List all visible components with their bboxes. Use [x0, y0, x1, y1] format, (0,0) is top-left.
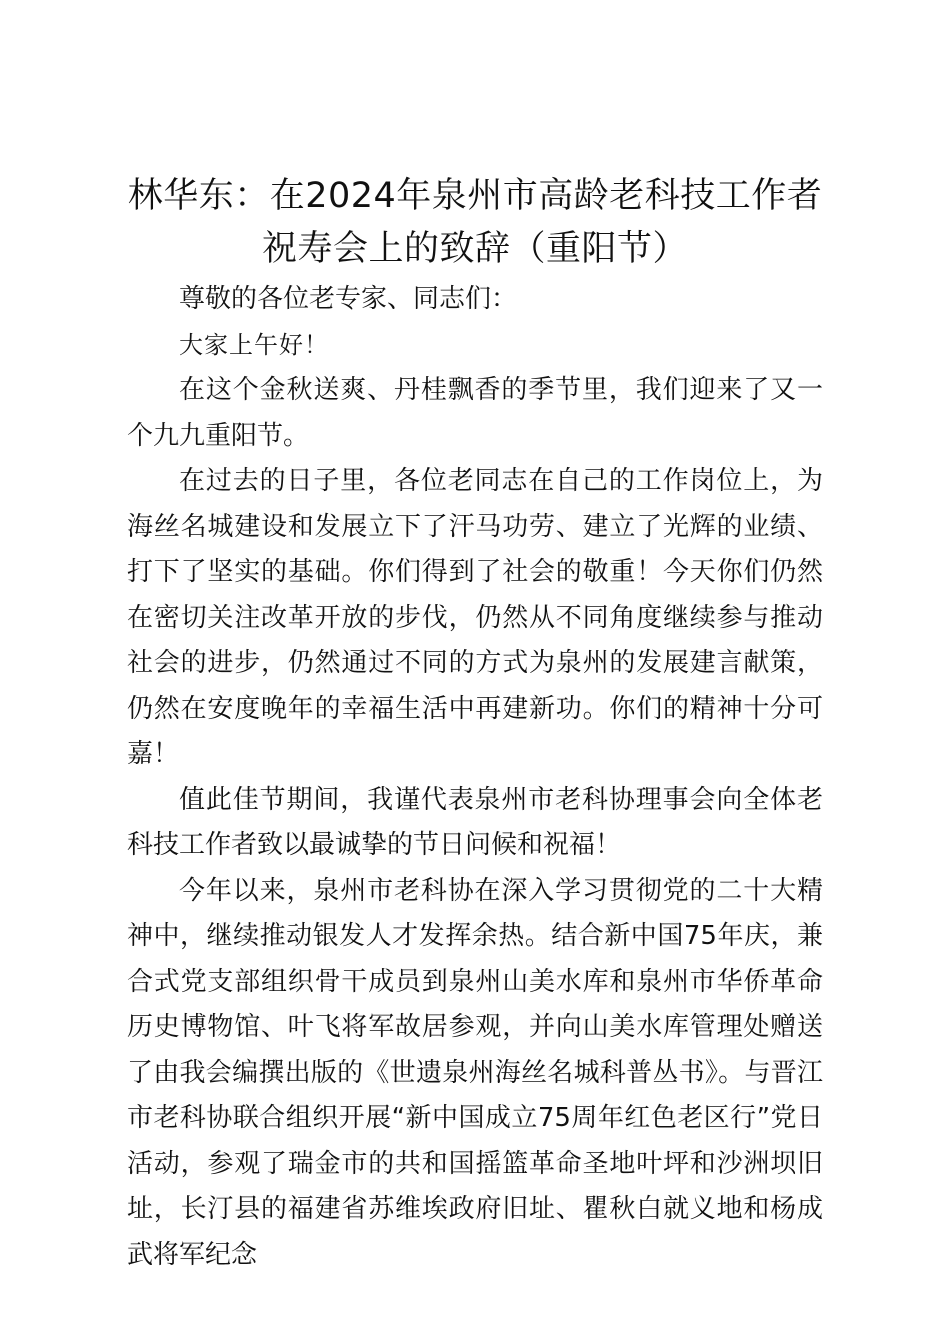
title-line-1: 林华东：在2024年泉州市高龄老科技工作者: [127, 176, 823, 216]
body-paragraph: 今年以来，泉州市老科协在深入学习贯彻党的二十大精神中，继续推动银发人才发挥余热。结合新中国75年庆，兼合式党支部组织骨干成员到泉州山美水库和泉州市华侨革命历史博物馆、叶飞将军故居参观，并向山美水库管理处赠送了由我会编撰出版的《世遗泉州海丝名城科普丛书》。与晋江市老科协联合组织开展“新中国成立75周年红色老区行”党日活动，参观了瑞金市的共和国摇篮革命圣地叶坪和沙洲坝旧址，长汀县的福建省苏维埃政府旧址、瞿秋白就义地和杨成武将军纪念: [127, 875, 823, 1270]
body-paragraph: 在这个金秋送爽、丹桂飘香的季节里，我们迎来了又一个九九重阳节。: [127, 375, 823, 451]
body-paragraph: 在过去的日子里，各位老同志在自己的工作岗位上，为海丝名城建设和发展立下了汗马功劳、建立了光辉的业绩、打下了坚实的基础。你们得到了社会的敬重！今天你们仍然在密切关注改革开放的步伐，仍然从不同角度继续参与推动社会的进步，仍然通过不同的方式为泉州的发展建言献策，仍然在安度晚年的幸福生活中再建新功。你们的精神十分可嘉！: [127, 466, 823, 769]
document-title: [110, 170, 840, 276]
title-line-2: 祝寿会上的致辞（重阳节）: [261, 229, 688, 269]
body-paragraph: 值此佳节期间，我谨代表泉州市老科协理事会向全体老科技工作者致以最诚挚的节日问候和祝福！: [127, 784, 823, 860]
document-body: [127, 277, 823, 1278]
salutation-paragraph: 尊敬的各位老专家、同志们：: [179, 284, 518, 314]
greeting-paragraph: 大家上午好！: [179, 330, 329, 359]
